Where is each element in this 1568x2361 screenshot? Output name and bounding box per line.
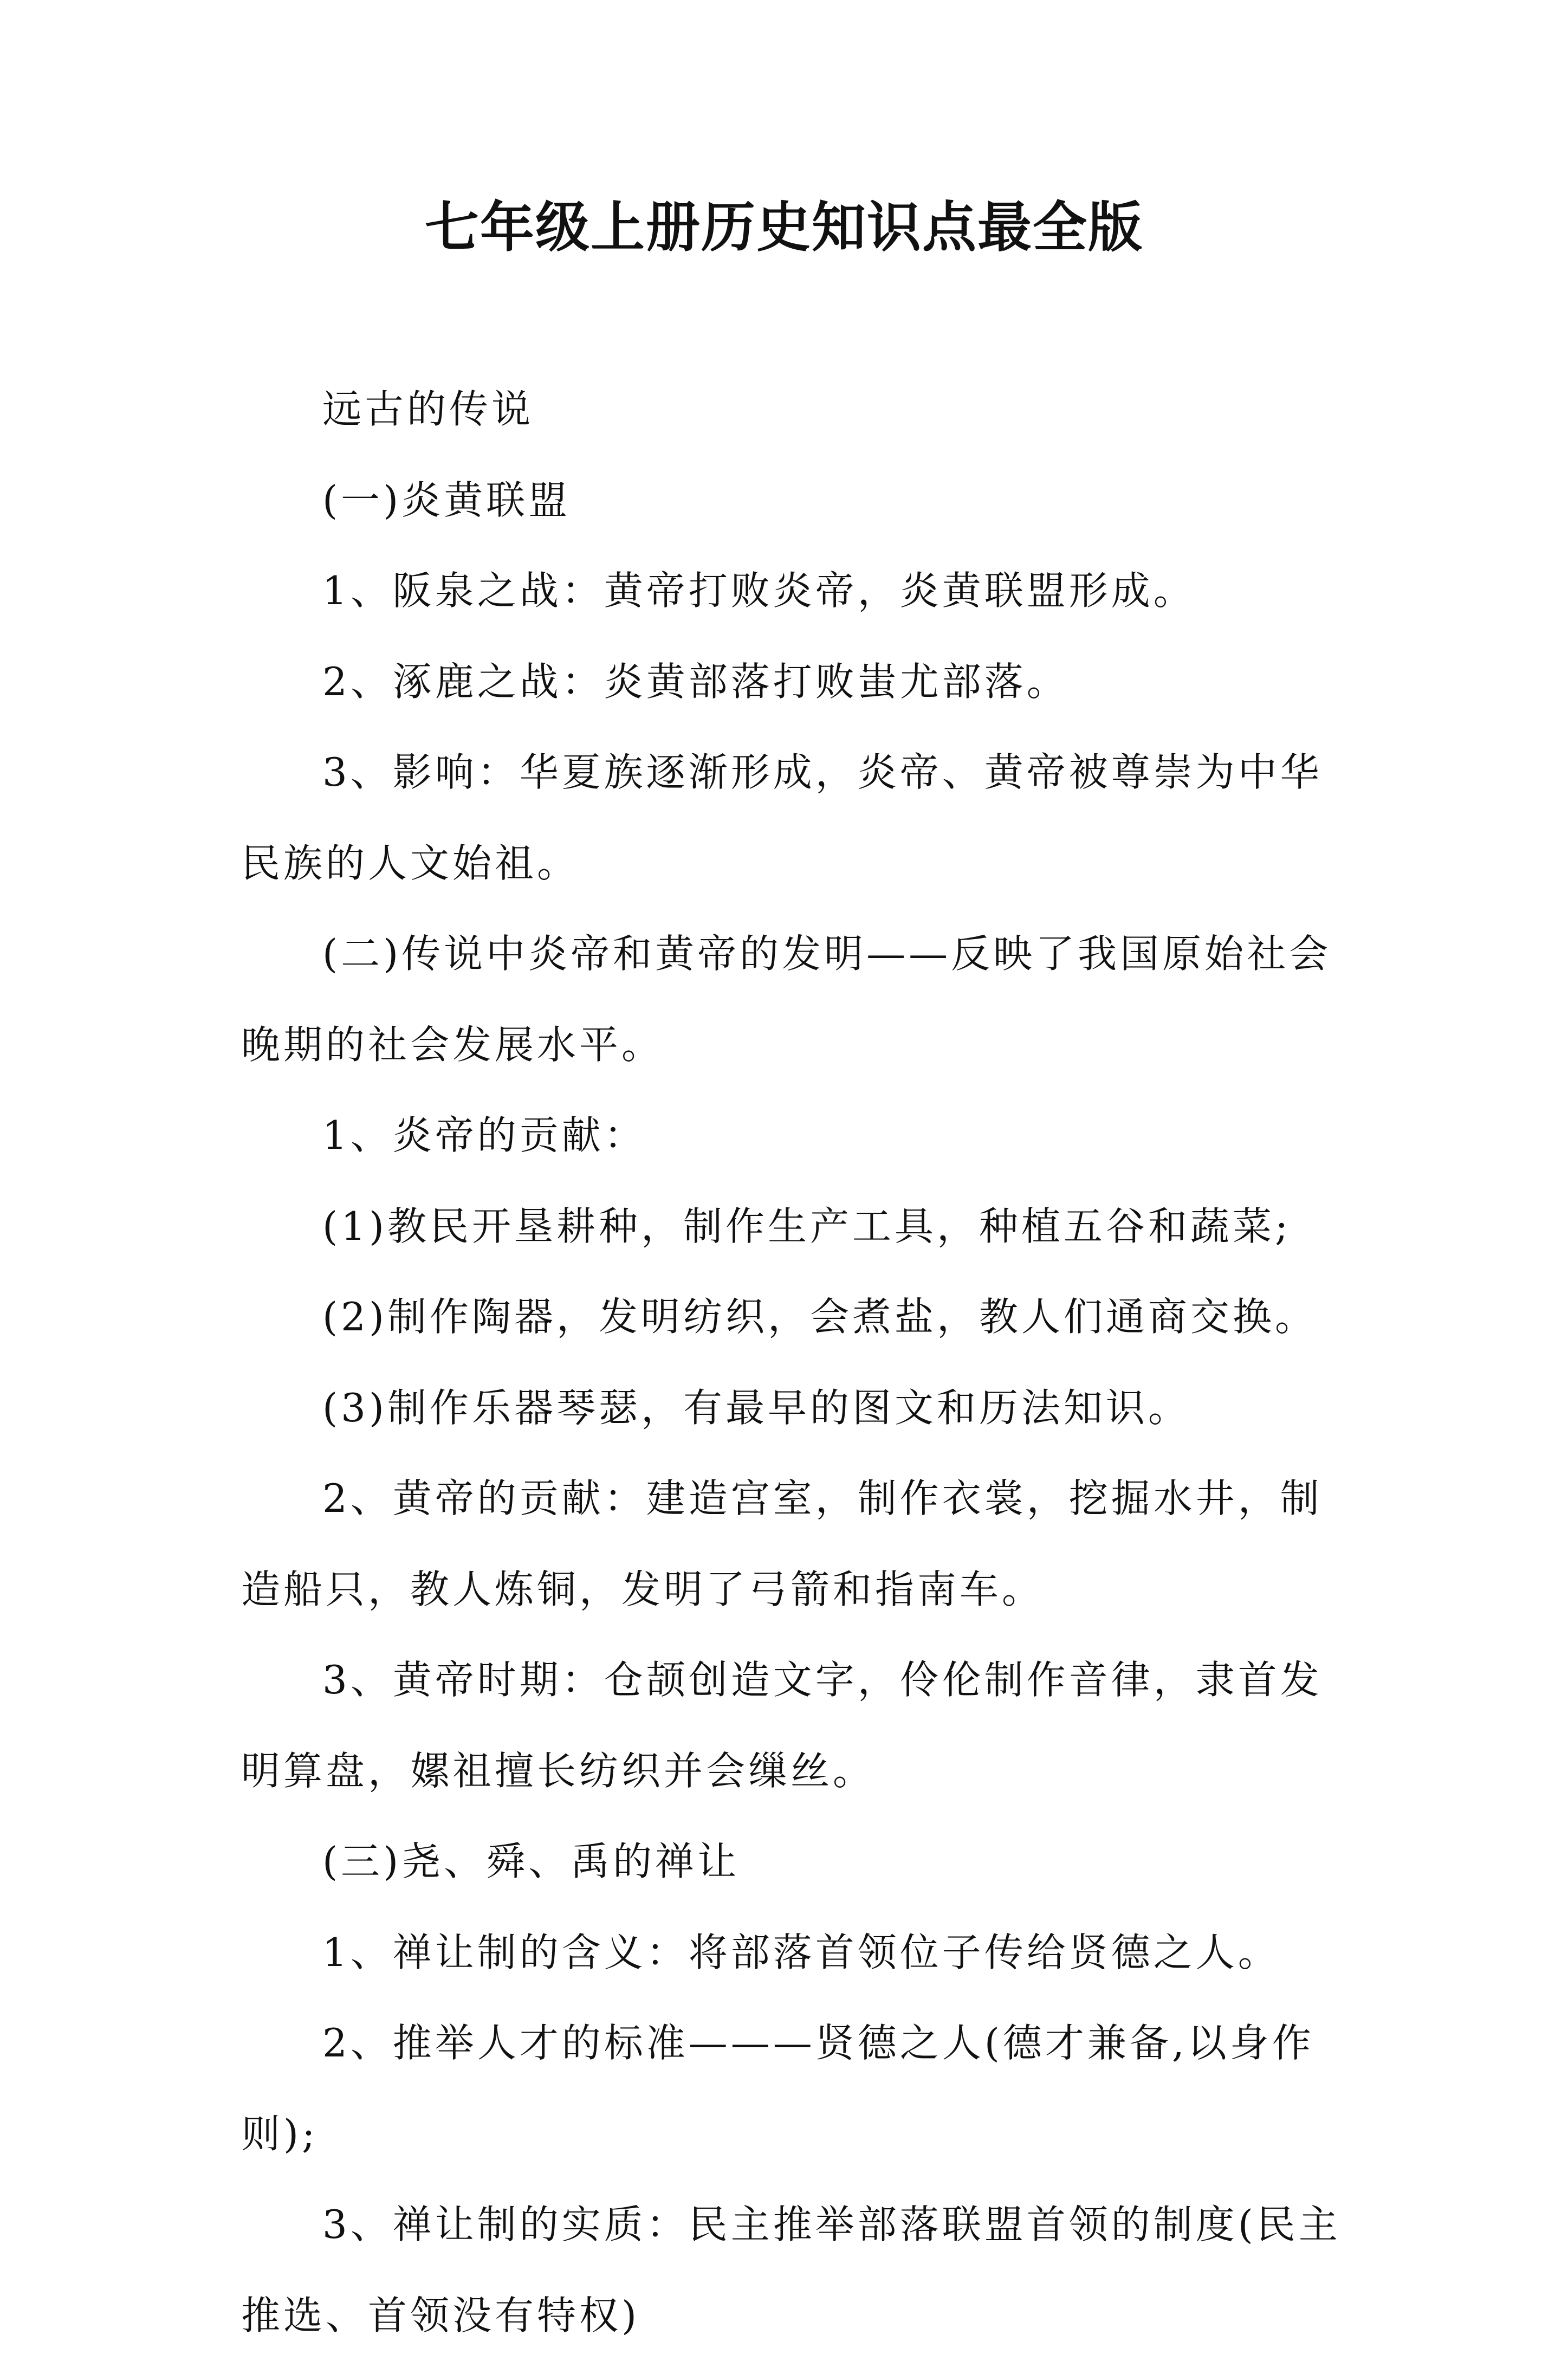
list-item: (1)教民开垦耕种，制作生产工具，种植五谷和蔬菜; — [322, 1203, 1292, 1249]
paragraph: 3、禅让制的实质：民主推举部落联盟首领的制度(民主推选、首领没有特权) — [241, 2202, 1341, 2338]
paragraph: 1、禅让制的含义：将部落首领位子传给贤德之人。 — [322, 1929, 1280, 1975]
paragraph: 3、黄帝时期：仓颉创造文字，伶伦制作音律，隶首发明算盘，嫘祖擅长纺织并会缫丝。 — [241, 1657, 1323, 1794]
section-heading-legends: 远古的传说 — [322, 386, 534, 432]
subsection-heading-yanhuang-alliance: (一)炎黄联盟 — [322, 477, 571, 523]
list-item: (3)制作乐器琴瑟，有最早的图文和历法知识。 — [322, 1385, 1190, 1431]
document-title: 七年级上册历史知识点最全版 — [425, 196, 1143, 259]
document-body — [241, 364, 1346, 2361]
subsection-heading-inventions: (二)传说中炎帝和黄帝的发明——反映了我国原始社会晚期的社会发展水平。 — [241, 931, 1332, 1068]
list-item: (2)制作陶器，发明纺织，会煮盐，教人们通商交换。 — [322, 1294, 1317, 1340]
paragraph: 2、涿鹿之战：炎黄部落打败蚩尤部落。 — [322, 658, 1069, 704]
paragraph: 1、阪泉之战：黄帝打败炎帝，炎黄联盟形成。 — [322, 568, 1196, 613]
paragraph: 2、推举人才的标准———贤德之人(德才兼备,以身作则); — [241, 2020, 1314, 2157]
subsection-heading-abdication: (三)尧、舜、禹的禅让 — [322, 1839, 740, 1884]
paragraph: 3、影响：华夏族逐渐形成，炎帝、黄帝被尊崇为中华民族的人文始祖。 — [241, 749, 1323, 886]
paragraph: 2、黄帝的贡献：建造宫室，制作衣裳，挖掘水井，制造船只，教人炼铜，发明了弓箭和指南车。 — [241, 1476, 1323, 1612]
paragraph: 1、炎帝的贡献： — [322, 1112, 646, 1158]
